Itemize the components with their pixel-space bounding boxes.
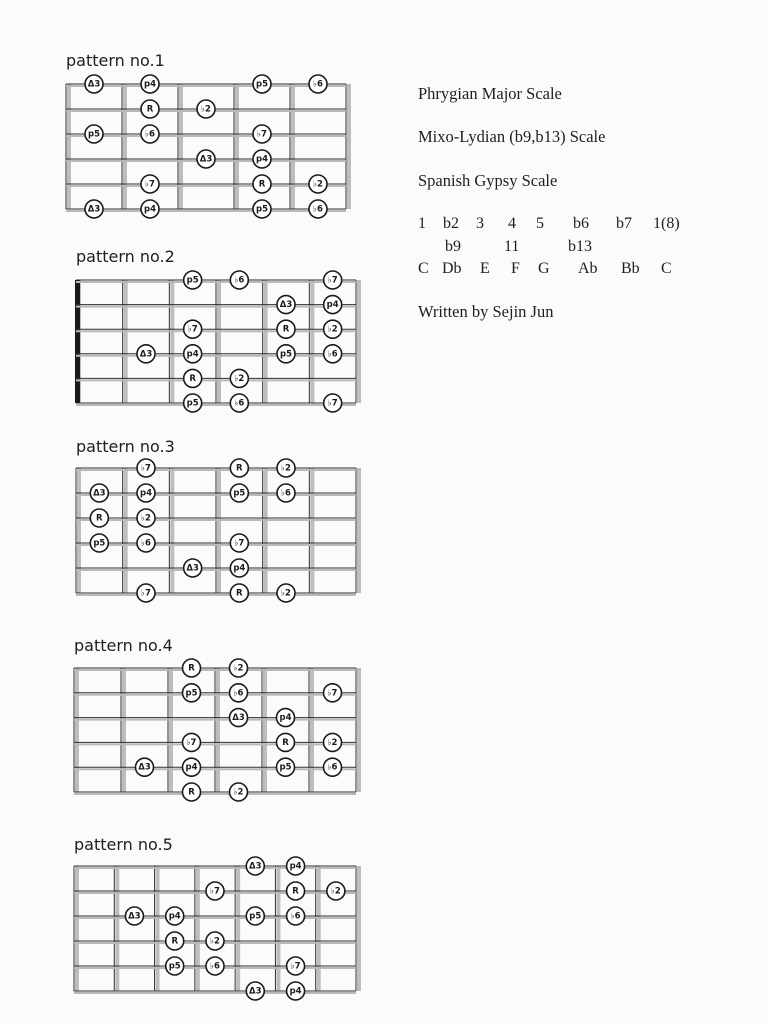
note-dot (125, 907, 143, 925)
note-dot (90, 534, 108, 552)
note-dot-label: p4 (256, 154, 268, 165)
degree: 4 (508, 215, 516, 232)
pattern-title: pattern no.5 (74, 835, 173, 854)
note-dot-label: ♭2 (330, 886, 341, 897)
note-dot-label: R (96, 513, 103, 524)
note-dot (166, 932, 184, 950)
note-dot (230, 369, 248, 387)
note-dot-label: p5 (186, 275, 199, 286)
note-dot-label: ♭7 (186, 737, 197, 748)
pattern-title: pattern no.3 (76, 437, 175, 456)
note-dot (287, 857, 305, 875)
note-dot (184, 394, 202, 412)
note-dot (277, 296, 295, 314)
note-dot-label: ♭7 (327, 688, 338, 699)
note-name: Ab (578, 260, 598, 277)
note-dot-label: ♭2 (141, 513, 151, 524)
note-dot (166, 907, 184, 925)
note-dot-label: ♭7 (141, 588, 151, 599)
degree: 3 (476, 215, 484, 232)
note-dot-label: Δ3 (249, 861, 262, 872)
note-dot (85, 200, 103, 218)
note-dot-label: ♭6 (290, 911, 301, 922)
degree: b2 (443, 215, 459, 232)
note-dot-label: ♭6 (313, 79, 323, 90)
note-dot (184, 320, 202, 338)
note-dot-label: ♭6 (234, 398, 245, 409)
note-dot (137, 534, 155, 552)
note-dot (277, 320, 295, 338)
note-dot (246, 982, 264, 1000)
note-dot (324, 271, 342, 289)
note-dot (85, 125, 103, 143)
note-dot (324, 394, 342, 412)
note-dot (324, 684, 342, 702)
note-dot-label: p5 (256, 79, 268, 90)
note-dot-label: p5 (185, 688, 198, 699)
fretboard-diagram (70, 461, 362, 600)
pattern-title: pattern no.2 (76, 247, 175, 266)
note-dot-label: ♭2 (327, 324, 338, 335)
note-dot-label: R (292, 886, 299, 897)
note-dot-label: ♭2 (281, 588, 291, 599)
note-dot (287, 882, 305, 900)
note-dot (230, 559, 248, 577)
note-name: C (661, 260, 672, 277)
note-dot (206, 932, 224, 950)
note-name: G (538, 260, 550, 277)
note-dot (137, 484, 155, 502)
note-dot-label: p5 (93, 538, 106, 549)
note-dot (253, 200, 271, 218)
note-dot-label: Δ3 (249, 986, 262, 997)
fretboard-diagram (68, 859, 362, 998)
scale-name-phrygian-major: Phrygian Major Scale (418, 84, 562, 103)
note-dot-label: p5 (249, 911, 262, 922)
note-dot (166, 957, 184, 975)
note-dot (206, 957, 224, 975)
note-dot (324, 758, 342, 776)
author-credit: Written by Sejin Jun (418, 302, 554, 321)
note-dot (197, 150, 215, 168)
alt-degree: b13 (568, 238, 592, 255)
note-dot (277, 484, 295, 502)
note-dot-label: ♭2 (327, 737, 338, 748)
note-dot (206, 882, 224, 900)
note-dot (253, 75, 271, 93)
note-dot-label: ♭7 (257, 129, 267, 140)
note-dot-label: ♭6 (233, 688, 244, 699)
note-dot-label: ♭2 (281, 463, 291, 474)
note-dot (287, 907, 305, 925)
note-dot (246, 857, 264, 875)
note-dot (90, 509, 108, 527)
note-dot-label: p4 (233, 563, 246, 574)
note-dot-label: ♭6 (327, 349, 338, 360)
note-dot (230, 684, 248, 702)
note-dot-label: Δ3 (186, 563, 199, 574)
fretboard-diagram (68, 661, 362, 799)
note-dot (137, 509, 155, 527)
note-dot (230, 484, 248, 502)
note-dot-label: ♭2 (313, 179, 323, 190)
note-dot (230, 584, 248, 602)
note-dot (230, 659, 248, 677)
note-dot (277, 733, 295, 751)
degree: 5 (536, 215, 544, 232)
note-dot-label: Δ3 (199, 154, 213, 165)
pattern-title: pattern no.4 (74, 636, 173, 655)
note-dot-label: ♭7 (290, 961, 301, 972)
note-dot (85, 75, 103, 93)
note-dot (184, 271, 202, 289)
note-dot (136, 758, 154, 776)
nut (75, 280, 80, 403)
note-dot-label: p4 (144, 79, 156, 90)
note-dot (141, 175, 159, 193)
note-dot (253, 175, 271, 193)
note-dot-label: R (146, 104, 154, 115)
note-dot (324, 296, 342, 314)
note-dot (230, 459, 248, 477)
note-dot-label: R (236, 463, 243, 474)
note-dot-label: p5 (88, 129, 100, 140)
note-dot-label: Δ3 (139, 349, 153, 360)
note-dot-label: R (188, 663, 195, 674)
note-dot (183, 659, 201, 677)
note-dot-label: R (282, 324, 290, 335)
note-dot-label: p4 (326, 300, 339, 311)
alt-degree: b9 (445, 238, 461, 255)
note-dot-label: ♭6 (210, 961, 220, 972)
fretboard-diagram (70, 273, 362, 410)
note-dot (277, 345, 295, 363)
note-dot (287, 982, 305, 1000)
note-name: E (480, 260, 490, 277)
note-dot-label: ♭7 (327, 398, 338, 409)
note-dot (184, 345, 202, 363)
note-name: C (418, 260, 429, 277)
note-dot (253, 125, 271, 143)
note-dot (183, 783, 201, 801)
note-dot-label: Δ3 (93, 488, 106, 499)
note-dot-label: p5 (280, 349, 292, 360)
note-dot (141, 75, 159, 93)
note-dot-label: ♭6 (234, 275, 245, 286)
note-dot-label: ♭6 (313, 204, 323, 215)
note-dot (277, 584, 295, 602)
note-dot (183, 758, 201, 776)
note-dot-label: ♭7 (187, 324, 198, 335)
note-dot (137, 584, 155, 602)
note-dot (137, 459, 155, 477)
note-dot (277, 709, 295, 727)
scale-name-spanish-gypsy: Spanish Gypsy Scale (418, 171, 558, 190)
note-dot (90, 484, 108, 502)
degree: b6 (573, 215, 589, 232)
note-dot-label: ♭2 (233, 787, 244, 798)
note-dot (141, 100, 159, 118)
note-dot-label: ♭7 (210, 886, 220, 897)
note-dot-label: R (236, 588, 243, 599)
note-dot-label: ♭2 (234, 373, 245, 384)
note-dot-label: Δ3 (87, 204, 101, 215)
note-dot (230, 783, 248, 801)
note-dot-label: R (171, 936, 178, 947)
note-dot-label: ♭7 (327, 275, 338, 286)
note-dot-label: ♭7 (145, 179, 155, 190)
note-dot-label: R (258, 179, 266, 190)
note-dot-label: p5 (279, 762, 292, 773)
note-dot-label: p4 (279, 713, 292, 724)
note-dot-label: p4 (144, 204, 156, 215)
note-dot-label: ♭6 (141, 538, 151, 549)
note-name: Db (442, 260, 462, 277)
note-dot-label: p5 (256, 204, 268, 215)
note-dot-label: p4 (186, 349, 199, 360)
degree: b7 (616, 215, 632, 232)
note-dot-label: ♭2 (201, 104, 211, 115)
note-dot-label: ♭2 (210, 936, 220, 947)
note-name: F (511, 260, 520, 277)
alt-degree: 11 (504, 238, 520, 255)
note-dot (309, 200, 327, 218)
note-dot-label: p4 (168, 911, 181, 922)
note-dot-label: Δ3 (232, 713, 245, 724)
note-dot (287, 957, 305, 975)
note-dot (141, 200, 159, 218)
note-name: Bb (621, 260, 640, 277)
note-dot-label: p5 (233, 488, 246, 499)
note-dot (246, 907, 264, 925)
note-dot (184, 369, 202, 387)
note-dot (183, 733, 201, 751)
note-dot-label: ♭6 (145, 129, 155, 140)
note-dot (327, 882, 345, 900)
note-dot (277, 758, 295, 776)
note-dot (324, 733, 342, 751)
note-dot-label: p4 (289, 986, 302, 997)
note-dot-label: p4 (140, 488, 152, 499)
note-dot (230, 271, 248, 289)
degree: 1(8) (653, 215, 680, 232)
scale-name-mixolydian-b9-b13: Mixo-Lydian (b9,b13) Scale (418, 127, 606, 146)
note-dot (309, 175, 327, 193)
note-dot (230, 709, 248, 727)
note-dot (277, 459, 295, 477)
note-dot-label: Δ3 (87, 79, 101, 90)
note-dot-label: ♭6 (281, 488, 291, 499)
note-dot (184, 559, 202, 577)
note-dot (324, 320, 342, 338)
note-dot-label: p5 (168, 961, 181, 972)
note-dot-label: R (189, 373, 196, 384)
note-dot (183, 684, 201, 702)
note-dot (253, 150, 271, 168)
pattern-title: pattern no.1 (66, 51, 165, 70)
note-dot (309, 75, 327, 93)
note-dot-label: ♭2 (233, 663, 244, 674)
degree: 1 (418, 215, 426, 232)
fretboard-diagram (60, 77, 352, 216)
note-dot-label: ♭6 (327, 762, 338, 773)
note-dot-label: ♭7 (234, 538, 245, 549)
note-dot (137, 345, 155, 363)
note-dot-label: Δ3 (128, 911, 141, 922)
note-dot-label: p4 (289, 861, 302, 872)
note-dot-label: ♭7 (141, 463, 151, 474)
note-dot-label: R (188, 787, 195, 798)
note-dot-label: R (282, 737, 289, 748)
note-dot-label: p5 (186, 398, 199, 409)
note-dot-label: Δ3 (279, 300, 293, 311)
note-dot (197, 100, 215, 118)
note-dot-label: p4 (185, 762, 198, 773)
note-dot (230, 534, 248, 552)
note-dot-label: Δ3 (138, 762, 151, 773)
note-dot (141, 125, 159, 143)
note-dot (230, 394, 248, 412)
note-dot (324, 345, 342, 363)
